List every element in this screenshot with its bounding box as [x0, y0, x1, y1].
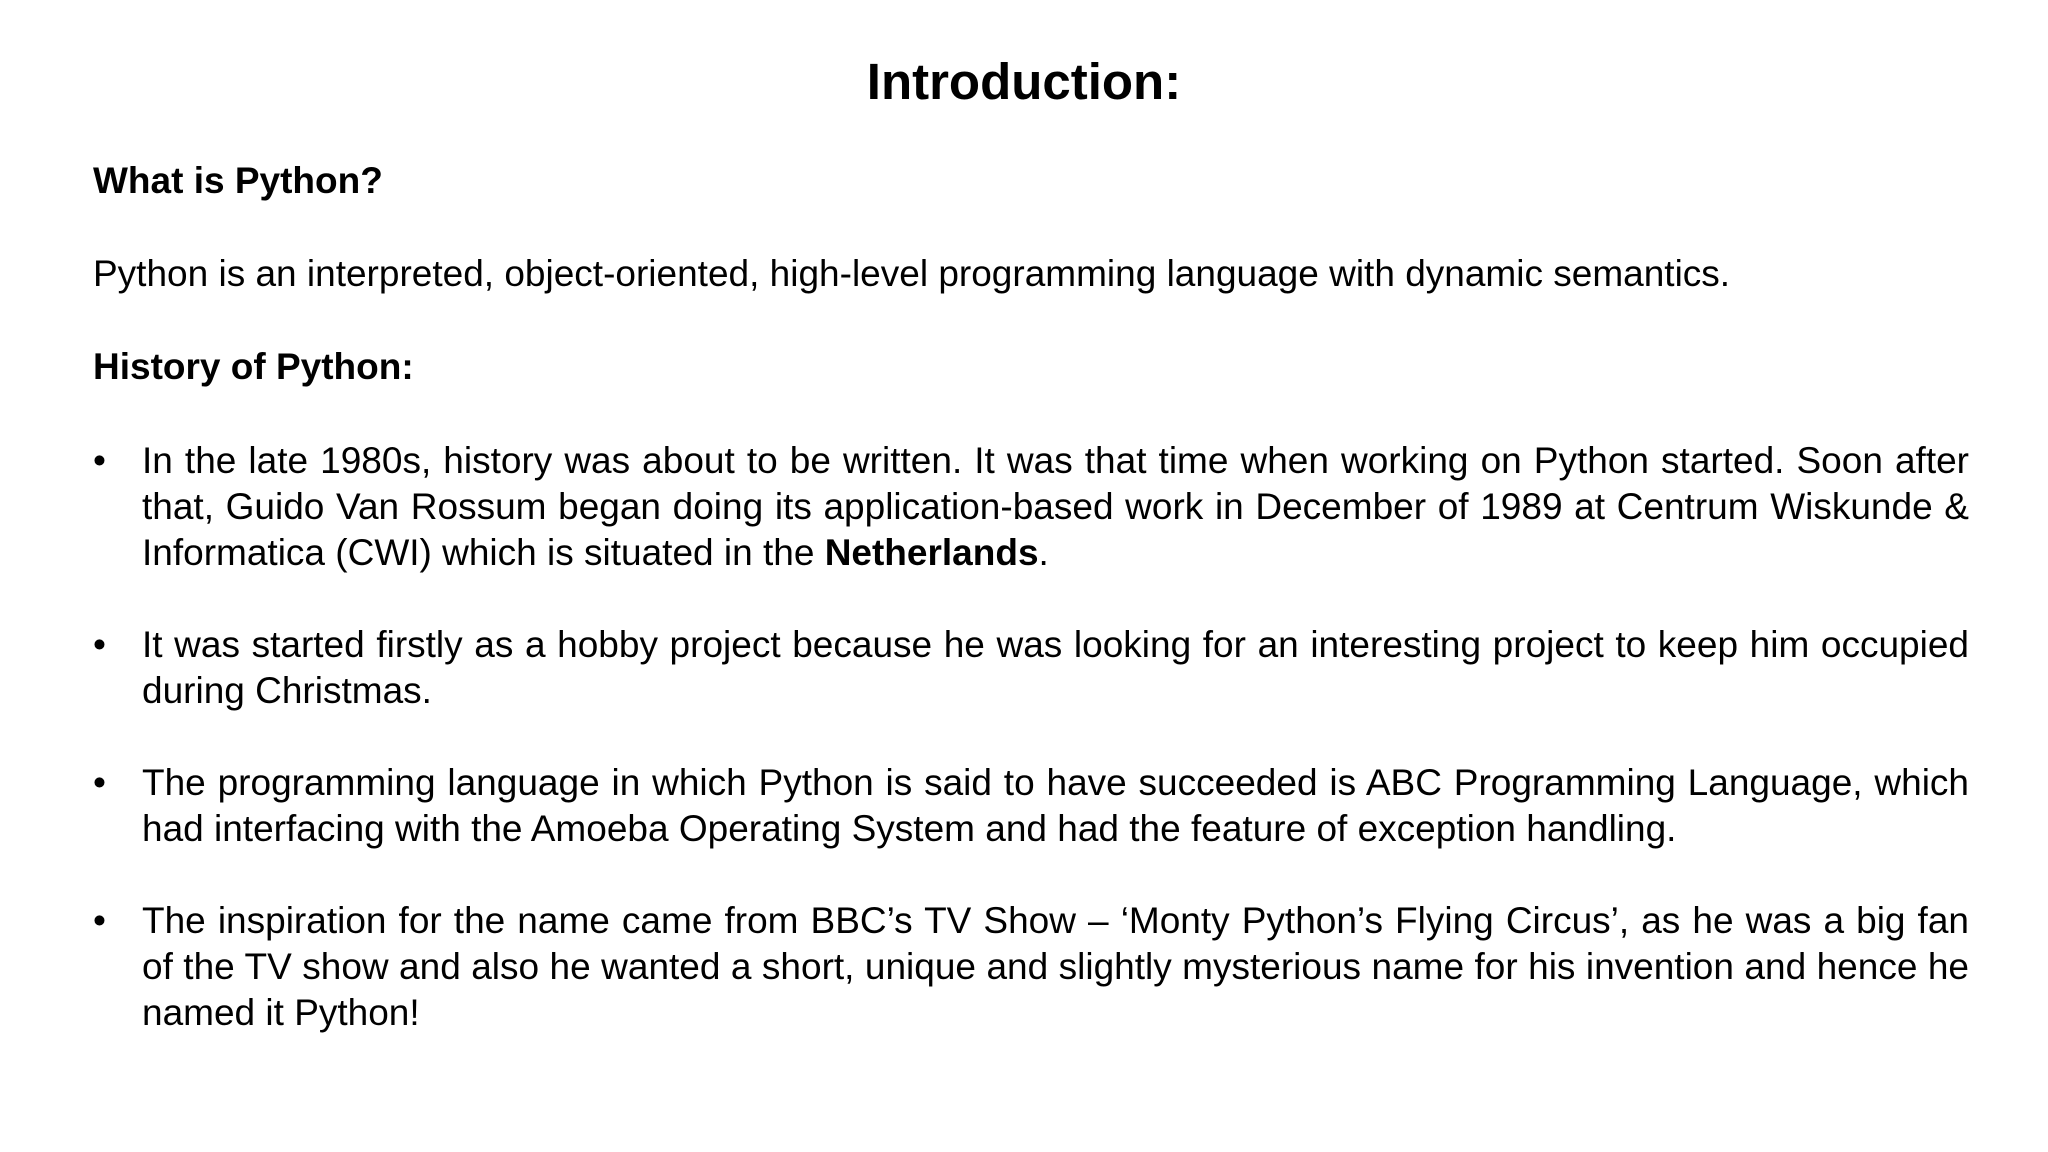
bullet-text: It was started firstly as a hobby project because he was looking for an interesting project to keep him occupied during Christmas. [142, 624, 1969, 711]
history-bullet-4 [93, 898, 1969, 1036]
bullet-text: The inspiration for the name came from BBC’s TV Show – ‘Monty Python’s Flying Circus’, as he was a big fan of the TV show and also he wanted a short, unique and slightly mysterious name for his invention and hence he named it Python! [142, 900, 1969, 1033]
slide-title: Introduction: [866, 53, 1182, 110]
bullet-icon: • [93, 624, 106, 665]
what-is-python-heading: What is Python? [93, 160, 383, 201]
bullet-icon: • [93, 762, 106, 803]
bullet-icon: • [93, 440, 106, 481]
history-bullet-1 [93, 438, 1969, 576]
history-heading: History of Python: [93, 346, 414, 387]
bullet-text: The programming language in which Python is said to have succeeded is ABC Programming Language, which had interfacing with the Amoeba Operating System and had the feature of exception handling. [142, 762, 1969, 849]
bullet-text: In the late 1980s, history was about to be written. It was that time when working on Python started. Soon after that, Guido Van Rossum began doing its application-based work in December of 1989 at Centrum Wiskunde & Informatica (CWI) which is situated in the [142, 440, 1969, 573]
bullet-text-end: . [1038, 532, 1049, 573]
python-definition-text: Python is an interpreted, object-oriented, high-level programming language with dynamic semantics. [93, 253, 1731, 294]
bullet-icon: • [93, 900, 106, 941]
history-bullet-2 [93, 622, 1969, 714]
history-bullet-3 [93, 760, 1969, 852]
bullet-bold-text: Netherlands [824, 532, 1039, 573]
history-bullet-list [93, 438, 1969, 1082]
